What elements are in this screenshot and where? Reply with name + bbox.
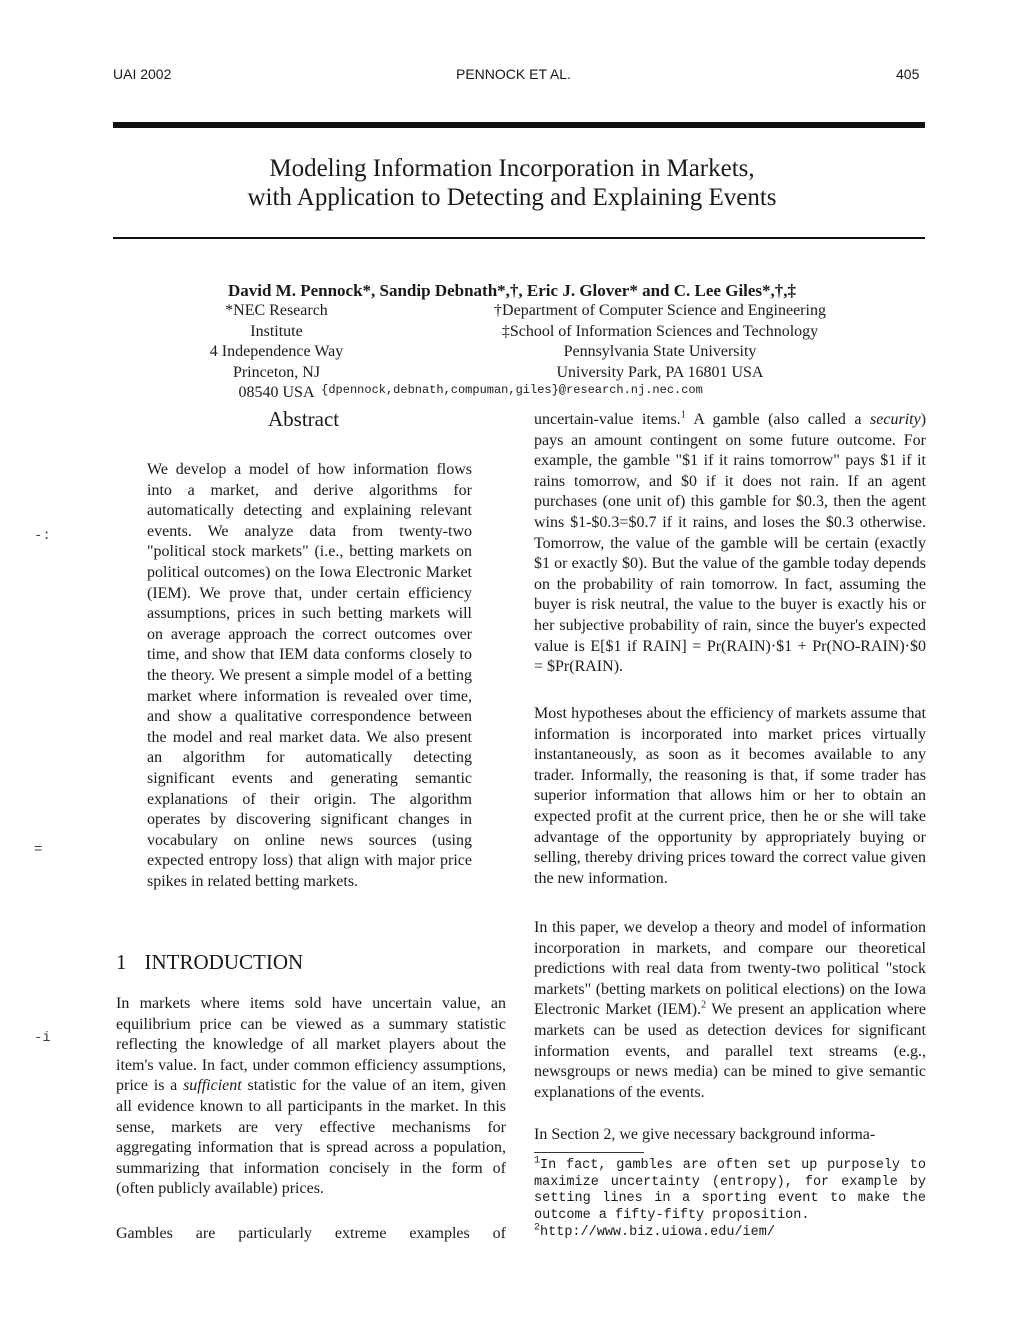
- text-run: A gamble (also called a: [685, 411, 871, 428]
- footnote-rule: [534, 1152, 644, 1153]
- right-paragraph-3: [534, 918, 926, 1103]
- affiliation-line: †Department of Computer Science and Engineering: [494, 302, 826, 319]
- footnote-mark: 2: [534, 1222, 541, 1234]
- margin-mark: =: [34, 842, 43, 858]
- margin-mark: -:: [34, 528, 51, 544]
- running-title: PENNOCK ET AL.: [456, 66, 571, 82]
- author-emails: {dpennock,debnath,compuman,giles}@research.nj.nec.com: [321, 383, 703, 397]
- affiliation-line: Princeton, NJ: [232, 363, 321, 381]
- venue-label: UAI 2002: [113, 66, 172, 82]
- affiliation-line: ‡School of Information Sciences and Technology: [501, 322, 819, 340]
- margin-mark: -i: [34, 1030, 51, 1046]
- footnote-1: [534, 1155, 926, 1224]
- affiliation-line: 4 Independence Way: [209, 343, 344, 360]
- text-run: ) pays an amount contingent on some future outcome. For example, the gamble "$1 if it rains tomorrow" pays $1 if it rains tomorrow, and $0 if it does not rain. If an agent purchases (one unit of) this gamble for $0.3, then the agent wins $1-$0.3=$0.7 if it rains, and loses the $0.3 otherwise. Tomorrow, the value of the gamble will be certain (exactly $1 or exactly $0). But the value of the gamble today depends on the probability of rain tomorrow. In fact, assuming the buyer is risk neutral, the value to the buyer is exactly his or her subjective probability of rain, since the buyer's expected value is E[$1 if RAIN] = Pr(RAIN)·$1 + Pr(NO-RAIN)·$0 = $Pr(RAIN).: [534, 411, 927, 676]
- right-paragraph-4: [534, 1125, 926, 1146]
- emphasis-sufficient: sufficient: [183, 1077, 242, 1095]
- right-paragraph-1: [534, 410, 926, 678]
- title-top-rule: [113, 122, 925, 128]
- footnote-url-link[interactable]: http://www.biz.uiowa.edu/iem/: [540, 1225, 775, 1240]
- abstract-body: [147, 460, 472, 892]
- footnote-ref-1[interactable]: 1: [680, 409, 686, 421]
- affiliation-line: *NEC Research Institute: [225, 302, 328, 340]
- paper-title-line-2: with Application to Detecting and Explaining Events: [247, 184, 777, 211]
- text-run: In markets where items sold have uncertain value, an equilibrium price can be viewed as a summary statistic reflecting the knowledge of all market players about the item's value. In fact, under common efficiency assumptions, price is a: [116, 995, 506, 1095]
- text-run: We present an application where markets can be used as detection devices for significant information events, and parallel text streams (e.g., newsgroups or news media) can be mined to give semantic explanations of the events.: [534, 1001, 926, 1101]
- footnote-text: In fact, gambles are often set up purposely to maximize uncertainty (entropy), for example by setting lines in a sporting event to make the outcome a fifty-fifty proposition.: [534, 1158, 926, 1223]
- affiliation-psu: [440, 301, 880, 383]
- text-run: statistic for the value of an item, given all evidence known to all participants in the market. In this sense, markets are very effective mechanisms for aggregating information that is spread across a population, summarizing that information concisely in the form of (often publicly available) prices.: [116, 1077, 507, 1198]
- affiliation-line: Pennsylvania State University: [563, 343, 757, 360]
- footnote-ref-2[interactable]: 2: [701, 1000, 707, 1012]
- abstract-text: We develop a model of how information flows into a market, and derive algorithms for automatically detecting and explaining relevant events. We analyze data from twenty-two "political stock markets" (i.e., betting markets on political outcomes) on the Iowa Electronic Market (IEM). We prove that, under certain efficiency assumptions, prices in such betting markets will on average approach the correct outcomes over time, and show that IEM data conforms closely to the theory. We present a simple model of a betting market where information is revealed over time, and show a qualitative correspondence between the model and real market data. We also present an algorithm for automatically detecting significant events and generating semantic explanations of their origin. The algorithm operates by discovering significant changes in vocabulary on online news sources (using expected entropy loss) that align with major price spikes in related betting markets.: [147, 461, 472, 890]
- title-bottom-rule: [113, 237, 925, 239]
- author-list: David M. Pennock*, Sandip Debnath*,†, Eric J. Glover* and C. Lee Giles*,†,‡: [227, 281, 797, 300]
- paper-title-line-1: Modeling Information Incorporation in Markets,: [269, 155, 755, 182]
- affiliation-line: University Park, PA 16801 USA: [556, 363, 764, 381]
- affiliation-line: 08540 USA: [238, 384, 315, 401]
- section-heading: [116, 950, 303, 975]
- footnote-2: [534, 1222, 775, 1240]
- section-number: 1: [116, 950, 127, 974]
- section-title: INTRODUCTION: [144, 950, 304, 974]
- page-number: 405: [896, 66, 920, 82]
- text-run: uncertain-value items.: [534, 411, 681, 428]
- right-paragraph-2: [534, 704, 926, 889]
- intro-paragraph-2: [116, 1224, 506, 1245]
- footnote-mark: 1: [534, 1155, 541, 1167]
- abstract-heading: Abstract: [268, 407, 340, 431]
- emphasis-security: security: [870, 411, 921, 428]
- text-run: In Section 2, we give necessary background informa-: [534, 1126, 876, 1143]
- text-run: In this paper, we develop a theory and model of information incorporation in markets, and compare our theoretical predictions with real data from twenty-two political "stock markets" (betting markets on political elections) on the Iowa Electronic Market (IEM).: [534, 919, 926, 1019]
- intro-paragraph-1: [116, 994, 506, 1200]
- text-run: Most hypotheses about the efficiency of markets assume that information is incorporated into market prices virtually instantaneously, as soon as it becomes available to any trader. Informally, the reasoning is that, if some trader has superior information that allows him or her to obtain an expected profit at the current price, then he or she will take advantage of the opportunity by appropriately buying or selling, thereby driving prices toward the correct value given the new information.: [534, 705, 926, 887]
- text-run: Gambles are particularly extreme examples of: [116, 1225, 506, 1242]
